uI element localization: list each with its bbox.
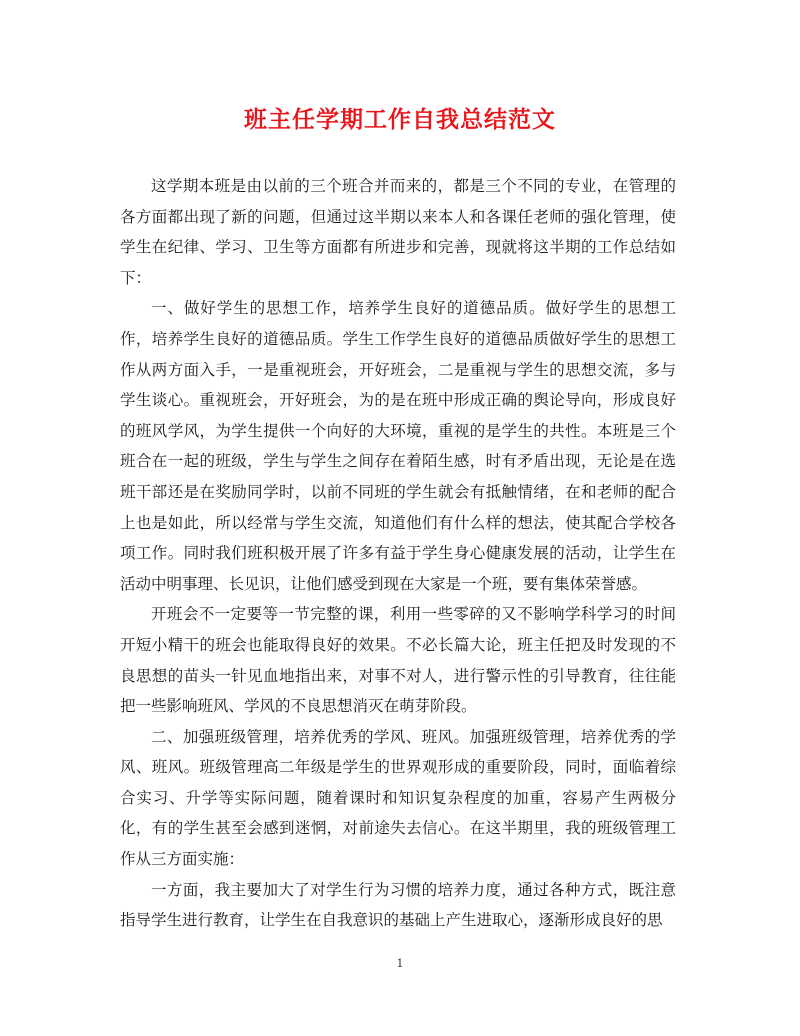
paragraph-section-one: 一、做好学生的思想工作，培养学生良好的道德品质。做好学生的思想工作，培养学生良好的道德品质。学生工作学生良好的道德品质做好学生的思想工作从两方面入手，一是重视班会，开好班会，二是重视与学生的思想交流，多与学生谈心。重视班会，开好班会，为的是在班中形成正确的舆论导向，形成良好的班风学风，为学生提供一个向好的大环境，重视的是学生的共性。本班是三个班合在一起的班级，学生与学生之间存在着陌生感，时有矛盾出现，无论是在选班干部还是在奖励同学时，以前不同班的学生就会有抵触情绪，在和老师的配合上也是如此，所以经常与学生交流，知道他们有什么样的想法，使其配合学校各项工作。同时我们班积极开展了许多有益于学生身心健康发展的活动，让学生在活动中明事理、长见识，让他们感受到现在大家是一个班，要有集体荣誉感。 <box>120 299 676 593</box>
document-body <box>120 171 676 936</box>
paragraph-first-aspect: 一方面，我主要加大了对学生行为习惯的培养力度，通过各种方式，既注意指导学生进行教育，让学生在自我意识的基础上产生进取心，逐渐形成良好的思 <box>120 880 676 930</box>
document-title: 班主任学期工作自我总结范文 <box>244 106 556 133</box>
paragraph-intro: 这学期本班是由以前的三个班合并而来的，都是三个不同的专业，在管理的各方面都出现了新的问题，但通过这半期以来本人和各课任老师的强化管理，使学生在纪律、学习、卫生等方面都有所进步和完善，现就将这半期的工作总结如下： <box>120 177 676 287</box>
page-number: 1 <box>396 957 404 970</box>
paragraph-class-meeting: 开班会不一定要等一节完整的课，利用一些零碎的又不影响学科学习的时间开短小精干的班会也能取得良好的效果。不必长篇大论，班主任把及时发现的不良思想的苗头一针见血地指出来，对事不对人，进行警示性的引导教育，往往能把一些影响班风、学风的不良思想消灭在萌芽阶段。 <box>120 605 676 716</box>
paragraph-section-two: 二、加强班级管理，培养优秀的学风、班风。加强班级管理，培养优秀的学风、班风。班级管理高二年级是学生的世界观形成的重要阶段，同时，面临着综合实习、升学等实际问题，随着课时和知识复杂程度的加重，容易产生两极分化，有的学生甚至会感到迷惘，对前途失去信心。在这半期里，我的班级管理工作从三方面实施： <box>120 727 676 869</box>
